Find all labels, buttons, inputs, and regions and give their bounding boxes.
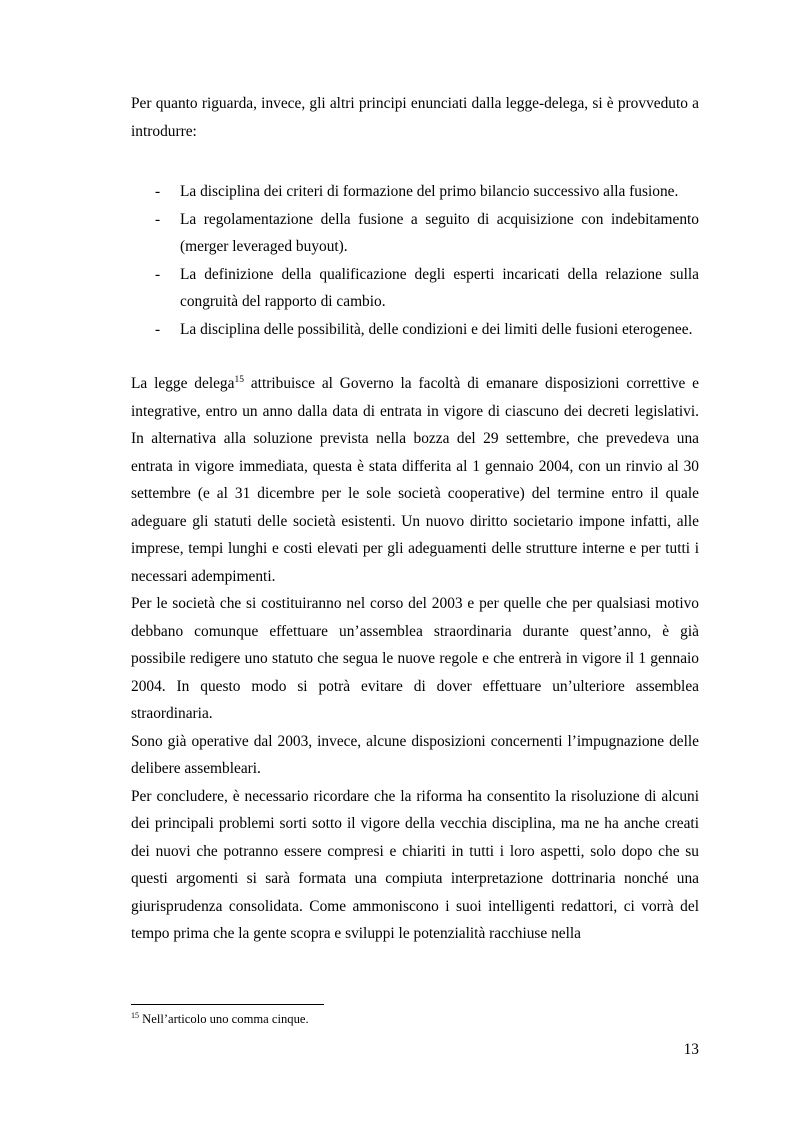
paragraph-conclusione: Per concludere, è necessario ricordare che la riforma ha consentito la risoluzione di alcuni dei principali problemi sorti sotto il vigore della vecchia disciplina, ma ne ha anche creati dei nuovi che potranno essere compresi e chiariti in tutti i loro aspetti, solo dopo che su questi argomenti si sarà formata una compiuta interpretazione dottrinaria nonché una giurisprudenza consolidata. Come ammoniscono i suoi intelligenti redattori, ci vorrà del tempo prima che la gente scopra e sviluppi le potenzialità racchiuse nella bbox=[131, 787, 699, 942]
paragraph-rest: attribuisce al Governo la facoltà di emanare disposizioni correttive e integrative, entro un anno dalla data di entrata in vigore di ciascuno dei decreti legislativi. In alternativa alla soluzione prevista nella bozza del 29 settembre, che prevedeva una entrata in vigore immediata, questa è stata differita al 1 gennaio 2004, con un rinvio al 30 settembre (e al 31 dicembre per le sole società cooperative) del termine entro il quale adeguare gli statuti delle società esistenti. Un nuovo diritto societario impone infatti, alle imprese, tempi lunghi e costi elevati per gli adeguamenti delle strutture interne e per tutti i necessari adempimenti. bbox=[131, 375, 699, 585]
bullet-dash: - bbox=[155, 183, 161, 200]
footnote-number: 15 bbox=[131, 1011, 139, 1020]
bullet-item bbox=[131, 206, 699, 261]
page-number: 13 bbox=[683, 1041, 699, 1058]
footnote-text: Nell’articolo uno comma cinque. bbox=[139, 1012, 309, 1026]
paragraph-lead: La legge delega bbox=[131, 375, 235, 392]
bullet-dash: - bbox=[155, 265, 161, 283]
paragraph-legge-delega bbox=[131, 370, 699, 590]
bullet-dash: - bbox=[155, 320, 161, 338]
bullet-text: La definizione della qualificazione degli esperti incaricati della relazione sulla congruità del rapporto di cambio. bbox=[180, 265, 699, 310]
bullet-text: La disciplina dei criteri di formazione del primo bilancio successivo alla fusione. bbox=[180, 183, 679, 200]
paragraph-societa-2003: Per le società che si costituiranno nel corso del 2003 e per quelle che per qualsiasi motivo debbano comunque effettuare un’assemblea straordinaria durante quest’anno, è già possibile redigere uno statuto che segua le nuove regole e che entrerà in vigore il 1 gennaio 2004. In questo modo si potrà evitare di dover effettuare un’ulteriore assemblea straordinaria. bbox=[131, 595, 699, 722]
bullet-item bbox=[131, 261, 699, 316]
bullet-text: La regolamentazione della fusione a seguito di acquisizione con indebitamento (merger leveraged buyout). bbox=[180, 210, 699, 255]
bullet-text: La disciplina delle possibilità, delle condizioni e dei limiti delle fusioni eterogenee. bbox=[180, 320, 693, 338]
bullet-item bbox=[131, 316, 699, 344]
page-body bbox=[131, 90, 699, 948]
bullet-item bbox=[131, 178, 699, 206]
bullet-dash: - bbox=[155, 210, 161, 228]
paragraph-disposizioni: Sono già operative dal 2003, invece, alcune disposizioni concernenti l’impugnazione delle delibere assembleari. bbox=[131, 732, 699, 777]
intro-paragraph: Per quanto riguarda, invece, gli altri principi enunciati dalla legge-delega, si è provveduto a introdurre: bbox=[131, 95, 699, 140]
footnote bbox=[131, 1011, 309, 1027]
footnote-divider bbox=[131, 1004, 324, 1005]
bullet-list bbox=[131, 178, 699, 343]
footnote-reference[interactable]: 15 bbox=[234, 375, 244, 385]
